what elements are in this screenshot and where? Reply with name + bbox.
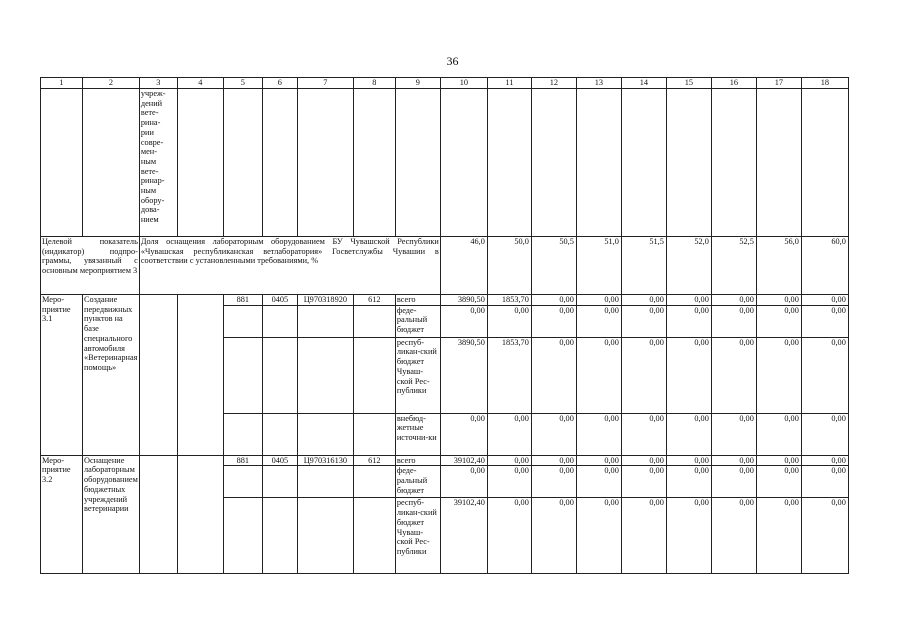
col-header: 17	[756, 78, 801, 89]
indicator-value: 52,0	[666, 237, 711, 295]
col-header: 12	[531, 78, 576, 89]
funding-value: 0,00	[621, 413, 666, 455]
col-header: 15	[666, 78, 711, 89]
empty-cell	[297, 498, 353, 574]
empty-cell	[262, 337, 297, 413]
page-number: 36	[446, 54, 459, 68]
indicator-value: 60,0	[801, 237, 848, 295]
empty-cell	[353, 498, 395, 574]
col-header: 10	[440, 78, 487, 89]
funding-value: 0,00	[711, 413, 756, 455]
funding-value: 0,00	[531, 337, 576, 413]
budget-code: 881	[223, 455, 262, 466]
funding-source: всего	[395, 295, 440, 306]
empty-cell	[801, 89, 848, 237]
funding-value: 0,00	[711, 295, 756, 306]
funding-value: 3890,50	[440, 295, 487, 306]
funding-source: внебюд-жетные источни-ки	[395, 413, 440, 455]
col-header: 11	[487, 78, 531, 89]
funding-value: 1853,70	[487, 295, 531, 306]
empty-cell	[177, 89, 223, 237]
empty-cell	[297, 89, 353, 237]
measure-title: Оснащение лабораторным оборудованием бюджетных учреждений ветеринарии	[83, 455, 140, 574]
empty-cell	[223, 466, 262, 498]
funding-value: 0,00	[666, 498, 711, 574]
empty-cell	[223, 337, 262, 413]
funding-value: 0,00	[440, 413, 487, 455]
empty-cell	[223, 498, 262, 574]
funding-value: 0,00	[756, 455, 801, 466]
empty-cell	[353, 466, 395, 498]
indicator-value: 56,0	[756, 237, 801, 295]
col-header: 18	[801, 78, 848, 89]
section-code: 0405	[262, 295, 297, 306]
measure-name: Меро-приятие 3.1	[41, 295, 83, 456]
continuation-text	[139, 89, 177, 237]
funding-source: феде-ральный бюджет	[395, 305, 440, 337]
funding-value: 0,00	[440, 305, 487, 337]
funding-value: 0,00	[576, 305, 621, 337]
funding-value: 0,00	[801, 498, 848, 574]
col-header: 2	[83, 78, 140, 89]
funding-value: 0,00	[487, 498, 531, 574]
funding-value: 0,00	[666, 337, 711, 413]
funding-value: 0,00	[756, 466, 801, 498]
indicator-text: Доля оснащения лабораторным оборудованием БУ Чувашской Республики «Чувашская республиканская ветлаборатория» Госветслужбы Чувашии в соответствии с установленными требованиями, %	[139, 237, 440, 295]
measure-title: Создание передвижных пунктов на базе специального автомобиля «Ветеринарная помощь»	[83, 295, 140, 456]
funding-value: 0,00	[487, 413, 531, 455]
funding-value: 0,00	[621, 295, 666, 306]
empty-cell	[576, 89, 621, 237]
funding-value: 0,00	[621, 337, 666, 413]
empty-cell	[353, 337, 395, 413]
funding-value: 0,00	[711, 337, 756, 413]
empty-cell	[395, 89, 440, 237]
expense-type: 612	[353, 455, 395, 466]
target-code: Ц970318920	[297, 295, 353, 306]
measure-row	[41, 455, 849, 466]
funding-value: 0,00	[666, 455, 711, 466]
col-header: 13	[576, 78, 621, 89]
funding-value: 0,00	[666, 466, 711, 498]
empty-cell	[353, 305, 395, 337]
funding-value: 3890,50	[440, 337, 487, 413]
funding-value: 0,00	[756, 413, 801, 455]
indicator-row	[41, 237, 849, 295]
funding-source: респуб-ликан-ский бюджет Чуваш-ской Рес-публики	[395, 337, 440, 413]
funding-value: 0,00	[711, 305, 756, 337]
empty-cell	[756, 89, 801, 237]
empty-cell	[139, 455, 177, 574]
measure-name: Меро-приятие 3.2	[41, 455, 83, 574]
empty-cell	[297, 466, 353, 498]
funding-value: 0,00	[711, 455, 756, 466]
target-code: Ц970316130	[297, 455, 353, 466]
empty-cell	[353, 89, 395, 237]
funding-value: 0,00	[576, 498, 621, 574]
col-header: 5	[223, 78, 262, 89]
funding-value: 0,00	[440, 466, 487, 498]
funding-source: феде-ральный бюджет	[395, 466, 440, 498]
empty-cell	[262, 413, 297, 455]
funding-value: 0,00	[801, 413, 848, 455]
funding-value: 0,00	[756, 295, 801, 306]
program-table	[40, 77, 849, 574]
indicator-value: 51,0	[576, 237, 621, 295]
empty-cell	[177, 455, 223, 574]
funding-value: 0,00	[531, 498, 576, 574]
funding-value: 0,00	[576, 466, 621, 498]
empty-cell	[711, 89, 756, 237]
continuation-text-block: учреж- дений вете- рина- рии совре- мен- ным вете- ринар- ным обору- дова- нием	[140, 89, 166, 225]
empty-cell	[297, 413, 353, 455]
funding-value: 0,00	[576, 413, 621, 455]
funding-value: 0,00	[666, 413, 711, 455]
funding-value: 0,00	[531, 305, 576, 337]
funding-value: 0,00	[621, 498, 666, 574]
col-header: 4	[177, 78, 223, 89]
funding-value: 0,00	[801, 295, 848, 306]
budget-code: 881	[223, 295, 262, 306]
funding-value: 39102,40	[440, 455, 487, 466]
funding-value: 0,00	[487, 455, 531, 466]
empty-cell	[262, 466, 297, 498]
col-header: 1	[41, 78, 83, 89]
header-row	[41, 78, 849, 89]
funding-value: 0,00	[576, 455, 621, 466]
funding-value: 0,00	[801, 455, 848, 466]
funding-value: 0,00	[711, 498, 756, 574]
col-header: 9	[395, 78, 440, 89]
empty-cell	[41, 89, 83, 237]
empty-cell	[297, 305, 353, 337]
empty-cell	[621, 89, 666, 237]
expense-type: 612	[353, 295, 395, 306]
funding-value: 0,00	[711, 466, 756, 498]
empty-cell	[487, 89, 531, 237]
funding-value: 0,00	[621, 455, 666, 466]
indicator-value: 52,5	[711, 237, 756, 295]
funding-source: респуб-ликан-ский бюджет Чуваш-ской Рес-публики	[395, 498, 440, 574]
col-header: 3	[139, 78, 177, 89]
empty-cell	[177, 295, 223, 456]
measure-row	[41, 295, 849, 306]
funding-value: 0,00	[576, 337, 621, 413]
indicator-value: 50,5	[531, 237, 576, 295]
continuation-row	[41, 89, 849, 237]
col-header: 14	[621, 78, 666, 89]
section-code: 0405	[262, 455, 297, 466]
col-header: 8	[353, 78, 395, 89]
funding-value: 0,00	[531, 295, 576, 306]
empty-cell	[83, 89, 140, 237]
funding-source: всего	[395, 455, 440, 466]
funding-value: 0,00	[666, 305, 711, 337]
indicator-value: 51,5	[621, 237, 666, 295]
funding-value: 1853,70	[487, 337, 531, 413]
empty-cell	[353, 413, 395, 455]
empty-cell	[223, 305, 262, 337]
indicator-value: 46,0	[440, 237, 487, 295]
funding-value: 0,00	[576, 295, 621, 306]
empty-cell	[139, 295, 177, 456]
empty-cell	[666, 89, 711, 237]
funding-value: 0,00	[487, 305, 531, 337]
empty-cell	[262, 305, 297, 337]
indicator-value: 50,0	[487, 237, 531, 295]
funding-value: 0,00	[801, 305, 848, 337]
funding-value: 0,00	[756, 498, 801, 574]
funding-value: 39102,40	[440, 498, 487, 574]
funding-value: 0,00	[621, 305, 666, 337]
funding-value: 0,00	[531, 413, 576, 455]
empty-cell	[297, 337, 353, 413]
col-header: 6	[262, 78, 297, 89]
col-header: 16	[711, 78, 756, 89]
funding-value: 0,00	[621, 466, 666, 498]
funding-value: 0,00	[756, 305, 801, 337]
col-header: 7	[297, 78, 353, 89]
empty-cell	[262, 89, 297, 237]
funding-value: 0,00	[801, 466, 848, 498]
funding-value: 0,00	[487, 466, 531, 498]
empty-cell	[262, 498, 297, 574]
indicator-label: Целевой показатель (индикатор) подпро-граммы, увязанный с основным мероприятием 3	[41, 237, 140, 295]
empty-cell	[223, 413, 262, 455]
funding-value: 0,00	[756, 337, 801, 413]
empty-cell	[531, 89, 576, 237]
funding-value: 0,00	[531, 455, 576, 466]
empty-cell	[223, 89, 262, 237]
funding-value: 0,00	[666, 295, 711, 306]
empty-cell	[440, 89, 487, 237]
funding-value: 0,00	[531, 466, 576, 498]
funding-value: 0,00	[801, 337, 848, 413]
